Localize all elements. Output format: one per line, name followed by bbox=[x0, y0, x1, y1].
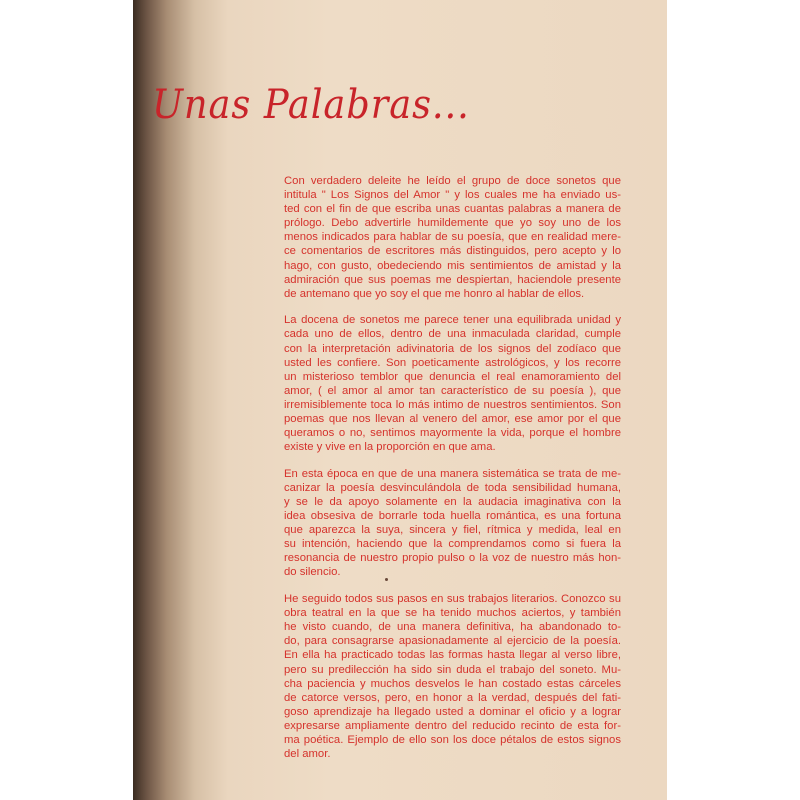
paragraph bbox=[284, 174, 621, 301]
paragraph bbox=[284, 592, 621, 761]
text-line: resonancia de nuestro propio pulso o la voz de nuestro más hon- bbox=[284, 552, 621, 565]
text-line: expresarse ampliamente dentro del reducido recinto de esta for- bbox=[284, 719, 621, 732]
text-line: que aparezca la suya, sincera y fiel, rítmica y medida, leal en bbox=[284, 524, 621, 537]
text-line: pero su predilección ha sido sin duda el trabajo del soneto. Mu- bbox=[284, 663, 621, 676]
text-line: un misterioso temblor que denuncia el real enamoramiento del bbox=[284, 370, 621, 383]
text-line: admiración que sus poemas me despiertan, haciendole presente bbox=[284, 273, 621, 286]
text-line: he visto cuando, de una manera definitiva, ha abandonado to- bbox=[284, 621, 621, 634]
text-line: existe y vive en la proporción en que ama. bbox=[284, 441, 496, 454]
text-line: do, para consagrarse apasionadamente al ejercicio de la poesía. bbox=[284, 635, 621, 648]
text-line: de antemano que yo soy el que me honro al hablar de ellos. bbox=[284, 287, 585, 300]
text-line: ma poética. Ejemplo de ello son los doce pétalos de estos signos bbox=[284, 733, 621, 746]
text-line: intitula " Los Signos del Amor " y los cuales me ha enviado us- bbox=[284, 189, 621, 202]
text-line: del amor. bbox=[284, 748, 331, 761]
text-line: cha paciencia y muchos desvelos le han costado estas cárceles bbox=[284, 677, 621, 690]
text-line: En ella ha practicado todas las formas hasta llegar al verso libre, bbox=[284, 649, 621, 662]
text-line: amor, ( el amor al amor tan característico de su poesía ), que bbox=[284, 384, 621, 397]
ink-speck bbox=[385, 578, 388, 581]
text-line: y se le da apoyo solamente en la audacia imaginativa con la bbox=[284, 495, 621, 508]
paragraph bbox=[284, 467, 621, 580]
text-line: prólogo. Debo advertirle humildemente que yo soy uno de los bbox=[284, 217, 621, 230]
text-line: idea obsesiva de borrarle toda huella romántica, es una fortuna bbox=[284, 510, 621, 523]
text-line: La docena de sonetos me parece tener una equilibrada unidad y bbox=[284, 314, 621, 327]
text-line: En esta época en que de una manera sistemática se trata de me- bbox=[284, 467, 621, 480]
text-line: He seguido todos sus pasos en sus trabajos literarios. Conozco su bbox=[284, 593, 621, 606]
text-line: menos indicados para hablar de su poesía, que en realidad mere- bbox=[284, 231, 621, 244]
text-line: hago, con gusto, obedeciendo mis sentimientos de amistad y la bbox=[284, 259, 621, 272]
page-title: Unas Palabras... bbox=[152, 82, 470, 128]
text-line: usted les confiere. Son poeticamente astrológicos, y los recorre bbox=[284, 356, 621, 369]
prologue-text bbox=[284, 174, 621, 774]
text-line: canizar la poesía desvinculándola de toda sensibilidad humana, bbox=[284, 481, 621, 494]
text-line: poemas que nos llevan al venero del amor, ese amor por el que bbox=[284, 413, 621, 425]
text-line: obra teatral en la que se ha tenido muchos aciertos, y también bbox=[284, 607, 621, 620]
text-line: con la interpretación adivinatoria de los signos del zodíaco que bbox=[284, 342, 621, 355]
text-line: goso aprendizaje ha llegado usted a dominar el oficio y a lograr bbox=[284, 705, 621, 718]
text-line: de catorce versos, pero, en honor a la verdad, después del fati- bbox=[284, 691, 621, 704]
text-line: ted con el fin de que escriba unas cuantas palabras a manera de bbox=[284, 203, 621, 216]
text-line: cada uno de ellos, dentro de una inmaculada claridad, cumple bbox=[284, 328, 621, 341]
text-line: Con verdadero deleite he leído el grupo de doce sonetos que bbox=[284, 175, 621, 187]
text-line: ce comentarios de escritores más distinguidos, pero acepto y lo bbox=[284, 245, 621, 258]
text-line: queramos o no, sentimos mayormente la vida, porque el hombre bbox=[284, 427, 621, 440]
text-line: do silencio. bbox=[284, 566, 341, 579]
paragraph bbox=[284, 313, 621, 454]
text-line: irremisiblemente toca lo más intimo de nuestros sentimientos. Son bbox=[284, 398, 621, 411]
text-line: su intención, haciendo que la comprendamos como si fuera la bbox=[284, 538, 621, 551]
